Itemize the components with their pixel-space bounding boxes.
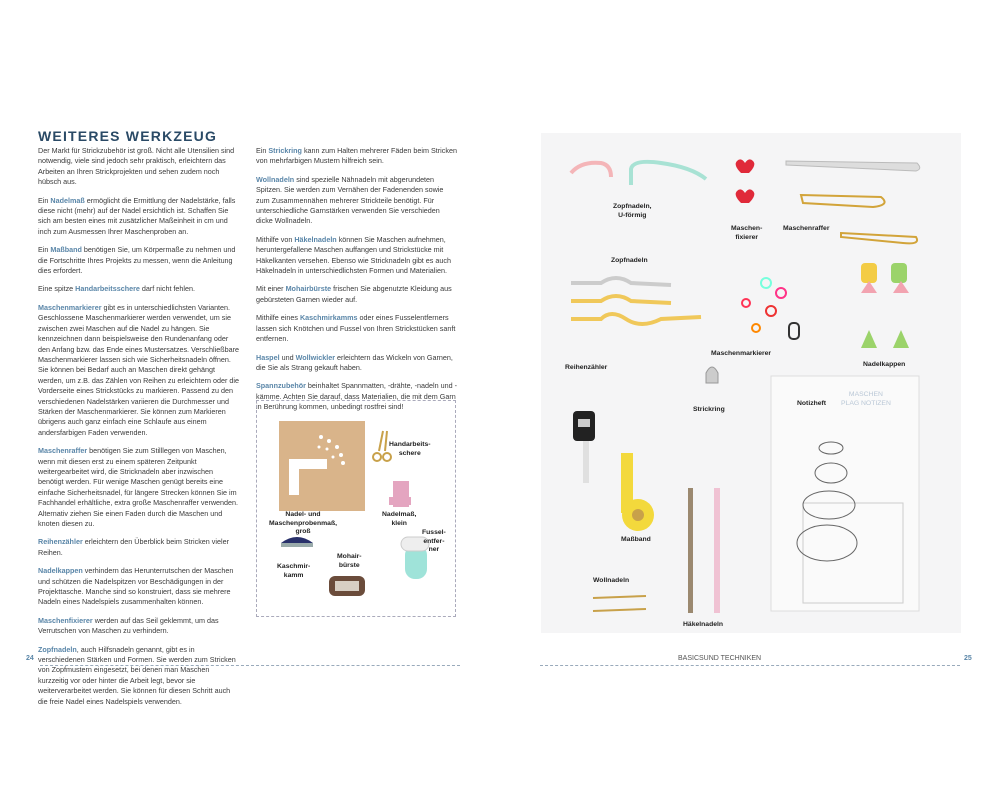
keyword: Nadelkappen xyxy=(38,566,83,576)
paragraph-text: Der Markt für Strickzubehör ist groß. Nicht alle Utensilien sind notwendig, viele sind jedoch sehr praktisch, erleichtern das Arbeiten an Ihren Strickprojekten und sehen zudem noch hübsch aus. xyxy=(38,146,235,187)
wollnadel-2 xyxy=(593,609,646,611)
paragraph-text: erleichtern den Überblick beim Stricken vieler Reihen. xyxy=(38,537,229,557)
paragraph-text: verhindern das Herunterrutschen der Maschen und schützen die Nadelspitzen vor Beschädigungen in der Projekttasche. Manche sind so konstruiert, dass sie mehrere Nadeln eines Nadelspiels zusammenhalten können. xyxy=(38,566,234,607)
label-lint-remover: Fussel- entfer- ner xyxy=(422,529,446,553)
keyword: Kaschmirkamms xyxy=(299,313,358,323)
label-haekelnadeln: Häkelnadeln xyxy=(683,621,724,628)
keyword: Strickring xyxy=(268,146,302,155)
paragraph-text: benötigen Sie zum Stilllegen von Maschen, wenn mit diesen erst zu einem späteren Zeitpunkt weitergearbeitet wird, die Stricknadeln aber inzwischen benötigt werden. Für wenige Maschen genügt bereits eine einfache Sicherheitsnadel, für längere Strecken können Sie im Fachhandel erhältliche, extra große Maschenraffer verwenden. Alternativ ziehen Sie einen Faden durch die Maschen und knoten diesen zu. xyxy=(38,446,239,528)
comb-shape xyxy=(281,537,313,543)
needle-caps xyxy=(861,263,909,348)
label-small-gauge: Nadelmaß, klein xyxy=(382,511,417,527)
paragraph xyxy=(256,146,458,167)
paragraph xyxy=(38,284,240,294)
keyword: Maschenraffer xyxy=(38,446,88,456)
raffer-gold-2 xyxy=(841,233,917,243)
footer-section-title: BASICSUND TECHNIKEN xyxy=(678,655,762,662)
footer-rule-right xyxy=(540,665,960,666)
paragraph xyxy=(256,353,458,374)
label-fixierer: Maschen- fixierer xyxy=(731,225,763,241)
label-zopf: Zopfnadeln xyxy=(611,257,648,264)
keyword: Maschenfixierer xyxy=(38,615,93,625)
paragraph-text: oder eines Fusselentferners lassen sich Knötchen und Fussel von Ihren Strickstücken sanft entfernen. xyxy=(256,313,456,344)
paragraph xyxy=(38,196,240,238)
raffer-silver xyxy=(786,161,920,171)
label-markierer: Maschenmarkierer xyxy=(711,350,772,357)
paragraph-text: benötigen Sie, um Körpermaße zu nehmen und die Fortschritte Ihres Projekts zu messen, wenn die Anleitung dies erfordert. xyxy=(38,245,236,276)
label-big-gauge: Nadel- und Maschenprobenmaß, groß xyxy=(269,511,337,535)
label-raffer: Maschenraffer xyxy=(783,225,830,232)
keyword: Häkelnadeln xyxy=(294,234,337,244)
page-number-left: 24 xyxy=(26,655,34,662)
label-brush: Mohair- bürste xyxy=(337,553,362,569)
paragraph-text: sind spezielle Nähnadeln mit abgerundeten Spitzen. Sie werden zum Vernähen der Fadenenden sowie zum Zusammennähen mehrerer Strickteile benötigt. Für unterschiedliche Garnstärken verwenden Sie verschieden dicke Wollnadeln. xyxy=(256,174,444,226)
paragraph xyxy=(38,245,240,276)
paragraph-text: darf nicht fehlen. xyxy=(139,284,196,294)
label-wollnadeln: Wollnadeln xyxy=(593,577,630,584)
tools-illustration-box xyxy=(256,400,456,617)
label-notizheft: Notizheft xyxy=(797,400,827,407)
label-kappen: Nadelkappen xyxy=(863,361,906,368)
marker-cluster xyxy=(742,278,799,339)
paragraph-lead: Mit einer xyxy=(256,284,286,294)
paragraph xyxy=(38,537,240,558)
paragraph-text: beinhaltet Spannmatten, -drähte, -nadeln und -kämme. Achten Sie darauf, dass Materialien, die mit dem Garn in Berührung kommen, unbedingt rostfrei sind! xyxy=(256,381,457,412)
paragraph-text: kann zum Halten mehrerer Fäden beim Stricken von mehrfarbigen Mustern hilfreich sein. xyxy=(256,146,457,166)
label-zopf-u: Zopfnadeln, U-förmig xyxy=(613,203,652,219)
tools-photo xyxy=(541,133,961,633)
keyword: Handarbeitsschere xyxy=(75,284,140,294)
keyword: Wollnadeln xyxy=(256,174,295,184)
keyword: Wollwickler xyxy=(295,352,335,362)
page-title: WEITERES WERKZEUG xyxy=(38,128,218,144)
paragraph-lead: Mithilfe von xyxy=(256,234,295,244)
paragraph xyxy=(38,446,240,529)
wollnadel-1 xyxy=(593,596,646,598)
keyword: Maschenmarkierer xyxy=(38,302,102,312)
middle-text-column xyxy=(256,146,458,421)
heart-2 xyxy=(736,189,755,203)
paragraph-text: frischen Sie abgenutzte Kleidung aus gebürsteten Garnen wieder auf. xyxy=(256,284,452,304)
notebook-cover-text: MASCHEN PLAG NOTIZEN xyxy=(841,391,891,407)
paragraph xyxy=(38,146,240,188)
paragraph xyxy=(256,235,458,277)
strickring-shape xyxy=(706,367,718,383)
paragraph-text: erleichtern das Wickeln von Garnen, die Sie als Strang gekauft haben. xyxy=(256,352,453,372)
page-number-right: 25 xyxy=(964,655,972,662)
paragraph xyxy=(256,175,458,227)
paragraph-lead: Ein xyxy=(256,146,269,155)
paragraph-lead: Mithilfe eines xyxy=(256,313,300,323)
paragraph xyxy=(38,566,240,608)
keyword: Maßband xyxy=(50,245,82,255)
paragraph xyxy=(256,313,458,344)
keyword: Reihenzähler xyxy=(38,537,83,547)
paragraph-text: ermöglicht die Ermittlung der Nadelstärke, falls diese nicht (mehr) auf der Nadel ersichtlich ist. Schaffen Sie sich am besten eines mit zusätzlicher Maßeinheit in cm und inch zum Ausmessen Ihrer Maschenproben an. xyxy=(38,195,236,236)
keyword: Spannzubehör xyxy=(256,381,306,391)
raffer-gold-1 xyxy=(801,195,885,207)
tools-photo-graphic xyxy=(541,133,961,633)
keyword: Nadelmaß xyxy=(50,195,85,205)
paragraph-text: gibt es in unterschiedlichsten Varianten. Geschlossene Maschenmarkierer werden verwendet, um sie zwischen zwei Maschen auf die Nadel zu hängen. Sie kennzeichnen dann beispielsweise den Rundenanfang oder den Anfang bzw. das Ende eines Mustersatzes. Verschließbare Maschenmarkierer lassen sich wie Sicherheitsnadeln öffnen. Sie können bei Bedarf auch an Maschen direkt gehängt werden, um z.B. das Zählen von Reihen zu erleichtern oder die Vorderseite eines Strickstücks zu markieren. Passend zu den verschiedenen Nadelstärken variieren die Durchmesser und Stärken der Maschenmarkierer. Sie können zum Markieren übrigens auch ganz einfach eine Schlaufe aus einem andersfarbigen Faden verwenden. xyxy=(38,302,239,437)
tools-illustration xyxy=(257,401,455,616)
label-massband: Maßband xyxy=(621,536,651,543)
u-needle-pink xyxy=(571,163,611,177)
hook-1 xyxy=(688,488,693,613)
paragraph xyxy=(38,303,240,438)
hook-2 xyxy=(714,488,720,613)
paragraph-text: , auch Hilfsnadeln genannt, gibt es in verschiedenen Stärken und Formen. Sie werden zum Stricken von Zopfmustern eingesetzt, bei denen man Maschen kurzzeitig vor oder hinter die Arbeit legt, bevor sie weiterverarbeitet werden. Sie können für diesen Schritt auch die freie Nadel eines Nadelspiels verwenden. xyxy=(38,644,236,706)
keyword: Mohairbürste xyxy=(285,284,332,294)
paragraph-text: und xyxy=(279,352,296,362)
heart-1 xyxy=(736,159,755,173)
u-needle-mint xyxy=(631,162,706,185)
paragraph xyxy=(256,284,458,305)
zopf-yellow-2 xyxy=(571,314,701,324)
label-comb: Kaschmir- kamm xyxy=(277,563,311,579)
keyword: Haspel xyxy=(256,352,280,362)
label-strickring: Strickring xyxy=(693,406,725,413)
paragraph-lead: Eine spitze xyxy=(38,284,76,294)
label-scissors: Handarbeits- schere xyxy=(389,441,431,457)
left-text-column xyxy=(38,146,240,715)
paragraph xyxy=(38,645,240,707)
paragraph-lead: Ein xyxy=(38,195,51,205)
label-reihen: Reihenzähler xyxy=(565,364,608,371)
paragraph-text: werden auf das Seil geklemmt, um das Verrutschen von Maschen zu verhindern. xyxy=(38,615,219,636)
zopf-grey xyxy=(571,278,671,285)
footer-rule-left xyxy=(40,665,460,666)
paragraph-text: können Sie Maschen aufnehmen, heruntergefallene Maschen auffangen und Strickstücke mit Häkelkanten versehen. Ebenso wie Stricknadeln gibt es auch Häkelnadeln in unterschiedlichsten Formen und Materialien. xyxy=(256,234,451,276)
paragraph xyxy=(38,616,240,637)
zopf-yellow-1 xyxy=(571,296,671,303)
paragraph-lead: Ein xyxy=(38,245,51,255)
keyword: Zopfnadeln xyxy=(38,644,77,654)
